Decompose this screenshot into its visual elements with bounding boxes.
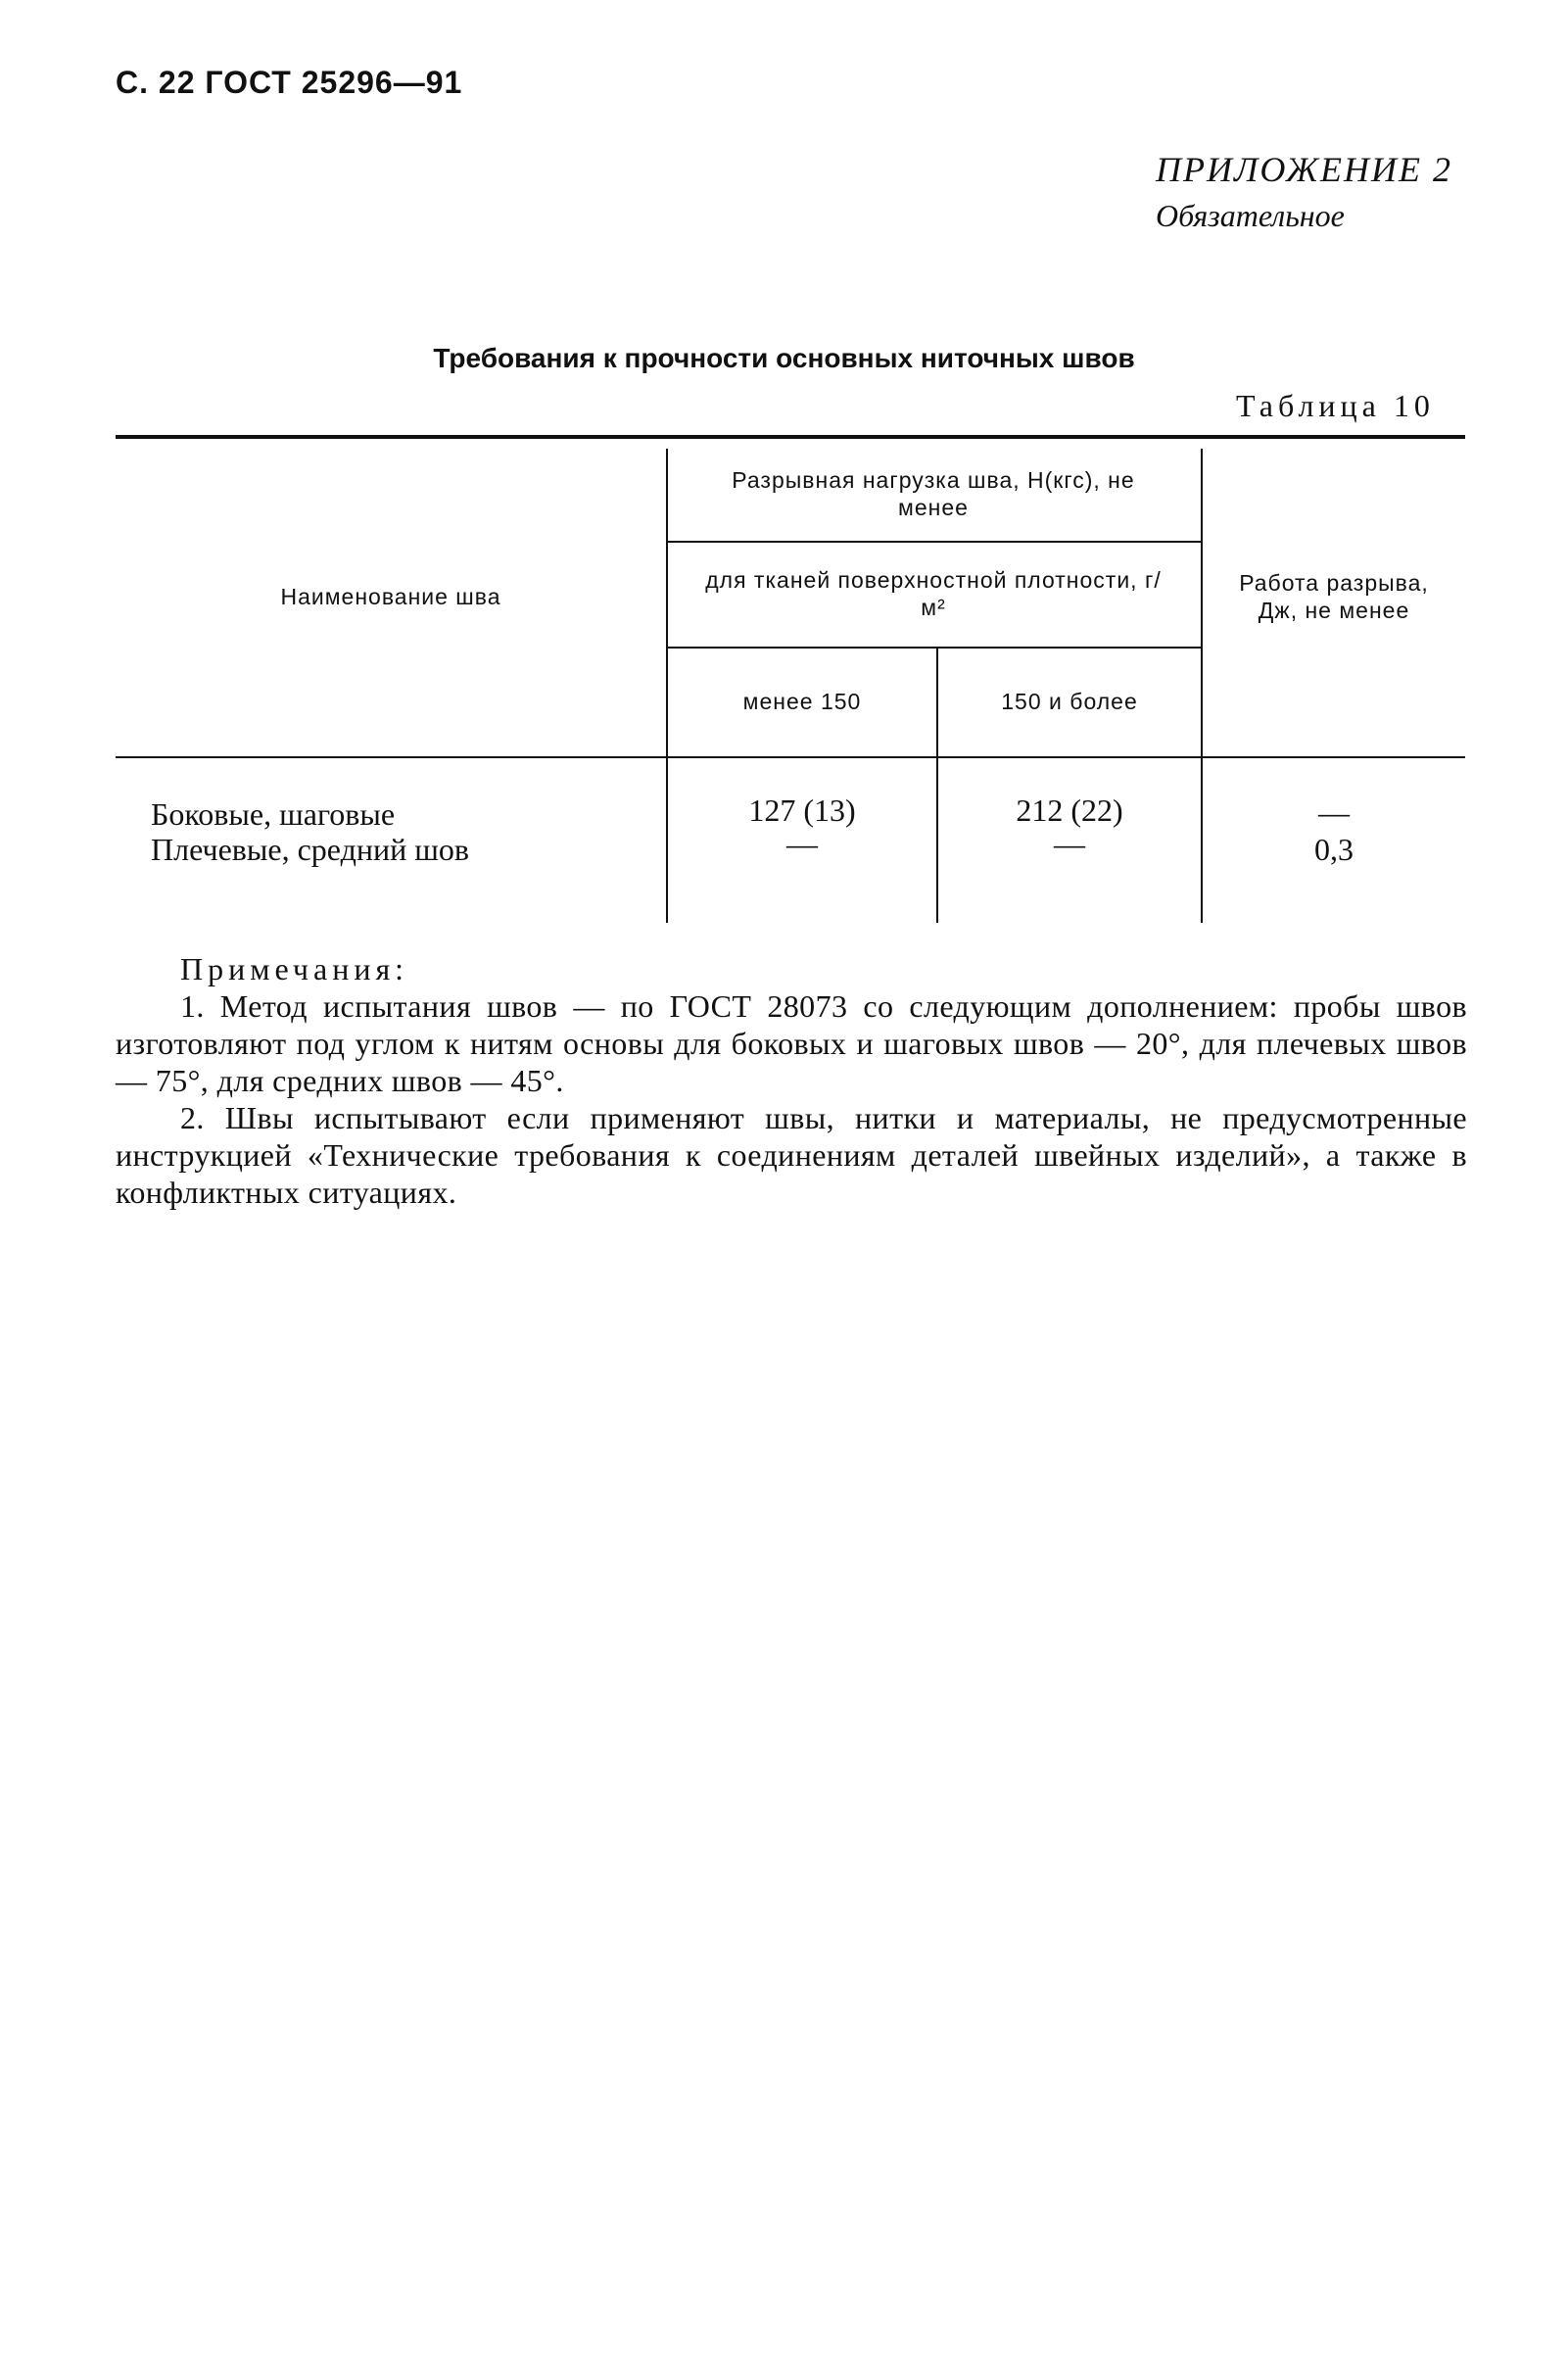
note-1: 1. Метод испытания швов — по ГОСТ 28073 со следующим дополнением: пробы швов изготовляют под углом к нитям основы для боковых и шаговых швов — 20°, для плечевых швов — 75°, для средних швов — 45°. <box>116 988 1467 1098</box>
header-150-and-more: 150 и более <box>1001 689 1138 715</box>
row-1-name: Боковые, шаговые <box>151 796 396 832</box>
header-seam-name: Наименование шва <box>280 584 501 610</box>
row-1-work: — <box>1318 794 1350 830</box>
page-header: С. 22 ГОСТ 25296—91 <box>116 65 463 100</box>
header-work: Работа разрыва, Дж, не менее <box>1239 570 1429 623</box>
appendix-subtitle: Обязательное <box>1156 198 1345 233</box>
row-2-work: 0,3 <box>1314 832 1354 867</box>
header-breaking-load: Разрывная нагрузка шва, Н(кгс), не менее <box>732 467 1135 520</box>
header-fabric-density: для тканей поверхностной плотности, г/м² <box>705 567 1162 620</box>
row-2-less-150: — <box>786 826 818 861</box>
row-1-less-150: 127 (13) <box>748 793 856 828</box>
appendix-title: ПРИЛОЖЕНИЕ 2 <box>1156 150 1452 189</box>
document-title: Требования к прочности основных ниточных швов <box>433 343 1135 373</box>
notes <box>116 950 1467 1211</box>
table-label: Таблица 10 <box>1236 388 1435 423</box>
header-bottom-rule <box>116 756 1465 758</box>
requirements-table <box>116 435 1465 923</box>
row-2-150-and-more: — <box>1054 826 1085 861</box>
note-2: 2. Швы испытывают если применяют швы, нитки и материалы, не предусмотренные инструкцией «Технические требования к соединениям деталей швейных изделий», а также в конфликтных ситуациях. <box>116 1100 1467 1210</box>
row-1-150-and-more: 212 (22) <box>1016 793 1123 828</box>
row-2-name: Плечевые, средний шов <box>151 832 469 867</box>
header-less-150: менее 150 <box>742 689 862 715</box>
notes-title: Примечания: <box>180 951 409 986</box>
